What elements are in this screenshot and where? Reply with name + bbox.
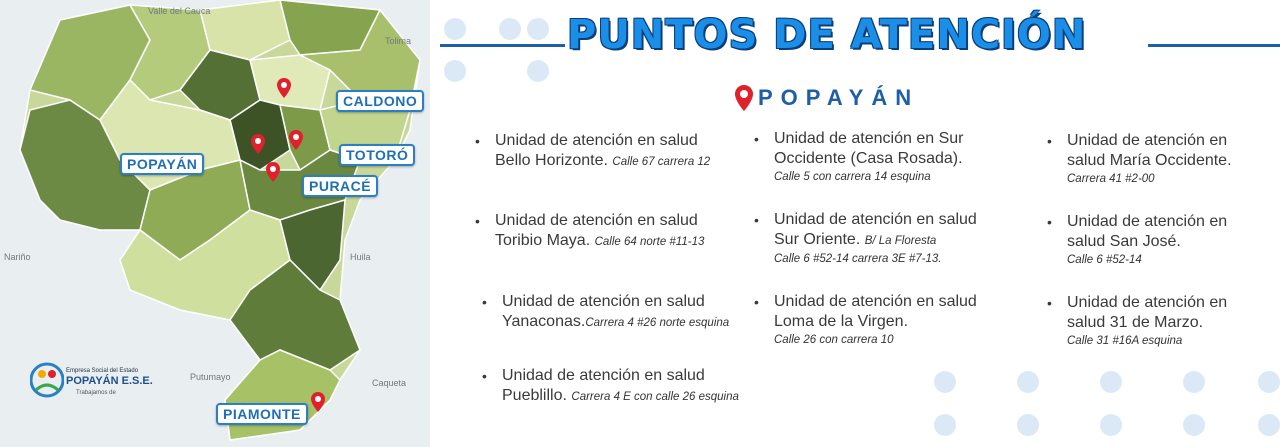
map-pin-icon — [266, 162, 280, 182]
item-name: Unidad de atención en — [1067, 213, 1228, 230]
item-address: Carrera 4 #26 norte esquina — [585, 317, 730, 329]
list-item: • Unidad de atención en salud San José. Calle 6 #52-14 — [1047, 213, 1228, 266]
item-name: Unidad de atención en salud — [774, 211, 977, 228]
list-item: • Unidad de atención en salud Pueblillo. Carrera 4 E con calle 26 esquina — [482, 367, 739, 404]
department-map — [0, 0, 430, 447]
region-putumayo: Putumayo — [190, 372, 231, 382]
item-name: salud 31 de Marzo. — [1067, 314, 1204, 331]
item-name: Pueblillo. — [502, 387, 567, 404]
item-name: Unidad de atención en salud — [495, 212, 698, 229]
item-name: Unidad de atención en salud — [495, 132, 698, 149]
region-caqueta: Caqueta — [372, 378, 407, 388]
item-address: Calle 6 #52-14 — [1067, 254, 1142, 266]
item-name: Unidad de atención en — [1067, 294, 1228, 311]
item-name: Unidad de atención en — [1067, 132, 1228, 149]
city-label-purace: PURACÉ — [302, 175, 378, 197]
list-item: • Unidad de atención en salud Sur Oriente. B/ La Floresta Calle 6 #52-14 carrera 3E #7-13. — [754, 211, 977, 265]
list-item: • Unidad de atención en salud 31 de Marzo. Calle 31 #16A esquina — [1047, 294, 1228, 347]
organization-logo — [30, 360, 64, 400]
page-title: PUNTOS DE ATENCIÓN — [567, 12, 1087, 58]
item-address: Calle 6 #52-14 carrera 3E #7-13. — [774, 253, 942, 265]
city-label-popayan: POPAYÁN — [120, 153, 204, 175]
city-label-piamonte: PIAMONTE — [216, 403, 308, 425]
region-narino: Nariño — [4, 252, 31, 262]
list-item: • Unidad de atención en salud Bello Horizonte. Calle 67 carrera 12 — [475, 132, 711, 169]
item-name: Bello Horizonte. — [495, 152, 608, 169]
list-item: • Unidad de atención en salud María Occidente. Carrera 41 #2-00 — [1047, 132, 1232, 185]
item-address: Calle 26 con carrera 10 — [774, 334, 894, 346]
list-item: • Unidad de atención en salud Toribio Maya. Calle 64 norte #11-13 — [475, 212, 705, 249]
map-pin-icon — [289, 130, 303, 150]
logo-line-2: POPAYÁN E.S.E. — [66, 375, 153, 387]
city-label-caldono: CALDONO — [336, 90, 424, 112]
logo-line-3: Trabajamos de — [76, 390, 116, 396]
title-rule-left — [440, 44, 565, 47]
item-name: Loma de la Virgen. — [774, 313, 909, 330]
item-address: Calle 5 con carrera 14 esquina — [774, 171, 931, 183]
item-address: Calle 67 carrera 12 — [612, 156, 711, 168]
region-valle-del-cauca: Valle del Cauca — [148, 6, 211, 16]
item-name: salud María Occidente. — [1067, 152, 1232, 169]
item-name: salud San José. — [1067, 233, 1181, 250]
item-name: Unidad de atención en Sur — [774, 130, 964, 147]
item-name: Unidad de atención en salud — [502, 367, 705, 384]
region-huila: Huila — [350, 252, 371, 262]
item-name: Yanaconas. — [502, 313, 586, 330]
list-item: • Unidad de atención en salud Yanaconas.Carrera 4 #26 norte esquina — [482, 293, 730, 330]
item-name: Occidente (Casa Rosada). — [774, 150, 963, 167]
item-name: Unidad de atención en salud — [502, 293, 705, 310]
location-pin-icon — [735, 85, 753, 111]
city-subtitle: POPAYÁN — [758, 85, 920, 110]
city-label-totoro: TOTORÓ — [339, 144, 415, 166]
title-rule-right — [1148, 44, 1280, 47]
logo-line-1: Empresa Social del Estado — [66, 368, 139, 374]
item-address: Calle 31 #16A esquina — [1067, 335, 1183, 347]
map-pin-icon — [311, 392, 325, 412]
list-item: • Unidad de atención en salud Loma de la Virgen. Calle 26 con carrera 10 — [754, 293, 977, 346]
item-address: Calle 64 norte #11-13 — [594, 236, 705, 248]
item-name: Unidad de atención en salud — [774, 293, 977, 310]
map-pin-icon — [277, 78, 291, 98]
item-name: Sur Oriente. — [774, 231, 861, 248]
region-tolima: Tolima — [385, 36, 412, 46]
map-pin-icon — [251, 134, 265, 154]
list-item: • Unidad de atención en Sur Occidente (Casa Rosada). Calle 5 con carrera 14 esquina — [754, 130, 964, 183]
item-name: Toribio Maya. — [495, 232, 591, 249]
item-address-neighborhood: B/ La Floresta — [864, 235, 937, 247]
item-address: Carrera 41 #2-00 — [1067, 173, 1155, 185]
item-address: Carrera 4 E con calle 26 esquina — [571, 391, 739, 403]
